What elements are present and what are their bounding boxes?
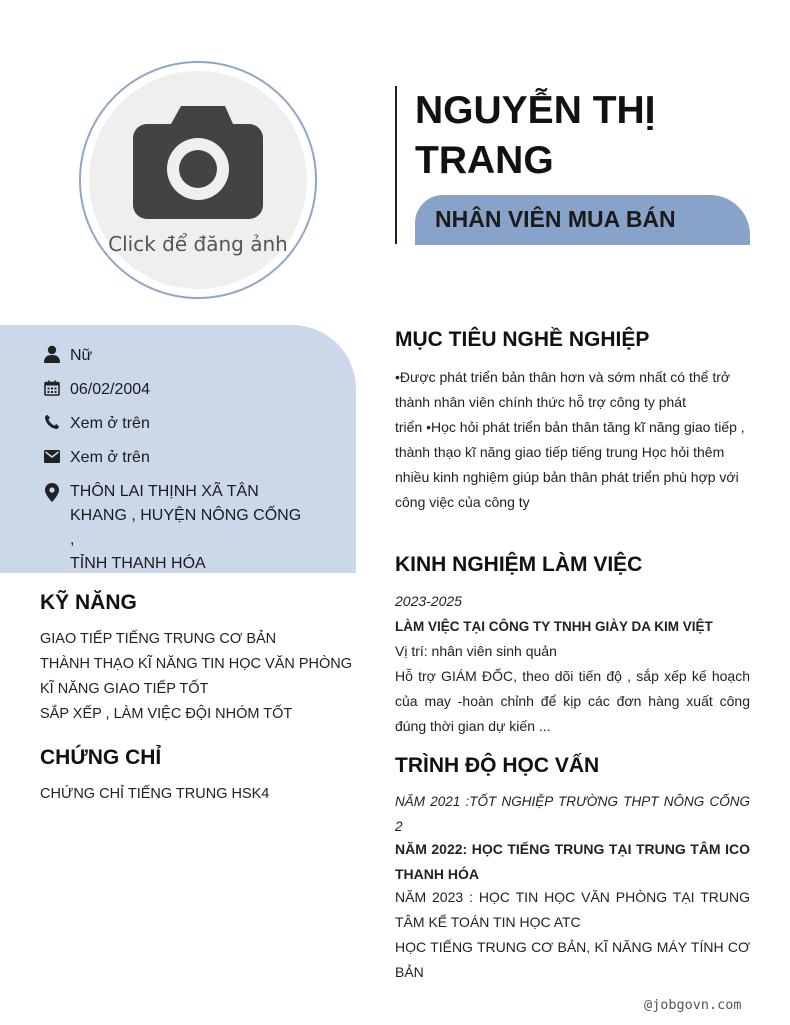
objective-line: •Được phát triển bản thân hơn và sớm nhất có thể trở	[395, 369, 731, 385]
skill-item: SẮP XẾP , LÀM VIỆC ĐỘI NHÓM TỐT	[40, 706, 293, 722]
address-line: KHANG , HUYỆN NÔNG CỐNG ,	[70, 507, 302, 548]
job-title-banner	[415, 195, 750, 245]
address-line: THÔN LAI THỊNH XÃ TÂN	[70, 483, 259, 500]
watermark: @jobgovn.com	[644, 997, 742, 1013]
certificates-title: CHỨNG CHỈ	[40, 746, 162, 769]
objective-line: thành thạo kĩ năng giao tiếp tiếng trung Học hỏi thêm	[395, 444, 725, 460]
experience-company: LÀM VIỆC TẠI CÔNG TY TNHH GIÀY DA KIM VIỆT	[395, 619, 713, 634]
skills-title: KỸ NĂNG	[40, 591, 137, 614]
email-value: Xem ở trên	[70, 449, 150, 466]
education-list	[395, 789, 750, 985]
certificates-list	[40, 782, 269, 807]
experience-entry	[395, 589, 750, 739]
objective-line: công việc của công ty	[395, 494, 530, 510]
objective-line: thành nhân viên chính thức hỗ trợ công ty phát	[395, 394, 686, 410]
camera-icon	[133, 104, 263, 219]
contact-gender	[42, 344, 92, 368]
gender-value: Nữ	[70, 347, 93, 364]
objective-line: triển •Học hỏi phát triển bản thân tăng kĩ năng giao tiếp ,	[395, 419, 745, 435]
experience-position: Vị trí: nhân viên sinh quản	[395, 643, 557, 659]
contact-birthday	[42, 378, 150, 402]
contact-address	[42, 480, 310, 576]
skill-item: GIAO TIẾP TIẾNG TRUNG CƠ BẢN	[40, 631, 277, 647]
avatar-frame	[79, 61, 317, 299]
education-item: NĂM 2021 :TỐT NGHIỆP TRƯỜNG THPT NÔNG CỐNG 2	[395, 794, 750, 834]
header-divider	[395, 86, 397, 244]
experience-description: Hỗ trợ GIÁM ĐỐC, theo dõi tiến độ , sắp xếp kế hoạch của may -hoàn chỉnh để kịp các đơn hàng xuất công đúng thời gian dự kiến ...	[395, 668, 750, 734]
skills-list	[40, 627, 352, 727]
candidate-name	[415, 86, 755, 186]
name-line-1: NGUYỄN THỊ	[415, 89, 656, 132]
objective-line: nhiều kinh nghiệm giúp bản thân phát triển phù hợp với	[395, 469, 739, 485]
envelope-icon	[42, 446, 62, 466]
experience-title: KINH NGHIỆM LÀM VIỆC	[395, 553, 643, 576]
phone-value: Xem ở trên	[70, 415, 150, 432]
certificate-item: CHỨNG CHỈ TIẾNG TRUNG HSK4	[40, 786, 270, 802]
address-value	[70, 480, 310, 576]
job-title: NHÂN VIÊN MUA BÁN	[435, 206, 676, 232]
contact-email	[42, 446, 150, 470]
skill-item: THÀNH THẠO KĨ NĂNG TIN HỌC VĂN PHÒNG	[40, 656, 353, 672]
calendar-icon	[42, 378, 62, 398]
location-pin-icon	[42, 482, 62, 502]
avatar-upload[interactable]	[89, 71, 307, 289]
address-line: TỈNH THANH HÓA	[70, 555, 206, 572]
contact-phone	[42, 412, 150, 436]
phone-icon	[42, 412, 62, 432]
education-title: TRÌNH ĐỘ HỌC VẤN	[395, 754, 600, 777]
objective-text	[395, 365, 755, 515]
person-icon	[42, 344, 62, 364]
birthday-value: 06/02/2004	[70, 381, 151, 398]
education-item: NĂM 2022: HỌC TIẾNG TRUNG TẠI TRUNG TÂM ICO THANH HÓA	[395, 841, 750, 882]
skill-item: KĨ NĂNG GIAO TIẾP TỐT	[40, 681, 209, 697]
name-line-2: TRANG	[415, 139, 554, 182]
avatar-label: Click để đăng ảnh	[108, 232, 288, 256]
experience-period: 2023-2025	[395, 593, 462, 609]
education-item: HỌC TIẾNG TRUNG CƠ BẢN, KĨ NĂNG MÁY TÍNH CƠ BẢN	[395, 939, 750, 980]
education-item: NĂM 2023 : HỌC TIN HỌC VĂN PHÒNG TẠI TRUNG TÂM KẾ TOÁN TIN HỌC ATC	[395, 889, 750, 930]
objective-title: MỤC TIÊU NGHỀ NGHIỆP	[395, 328, 650, 351]
